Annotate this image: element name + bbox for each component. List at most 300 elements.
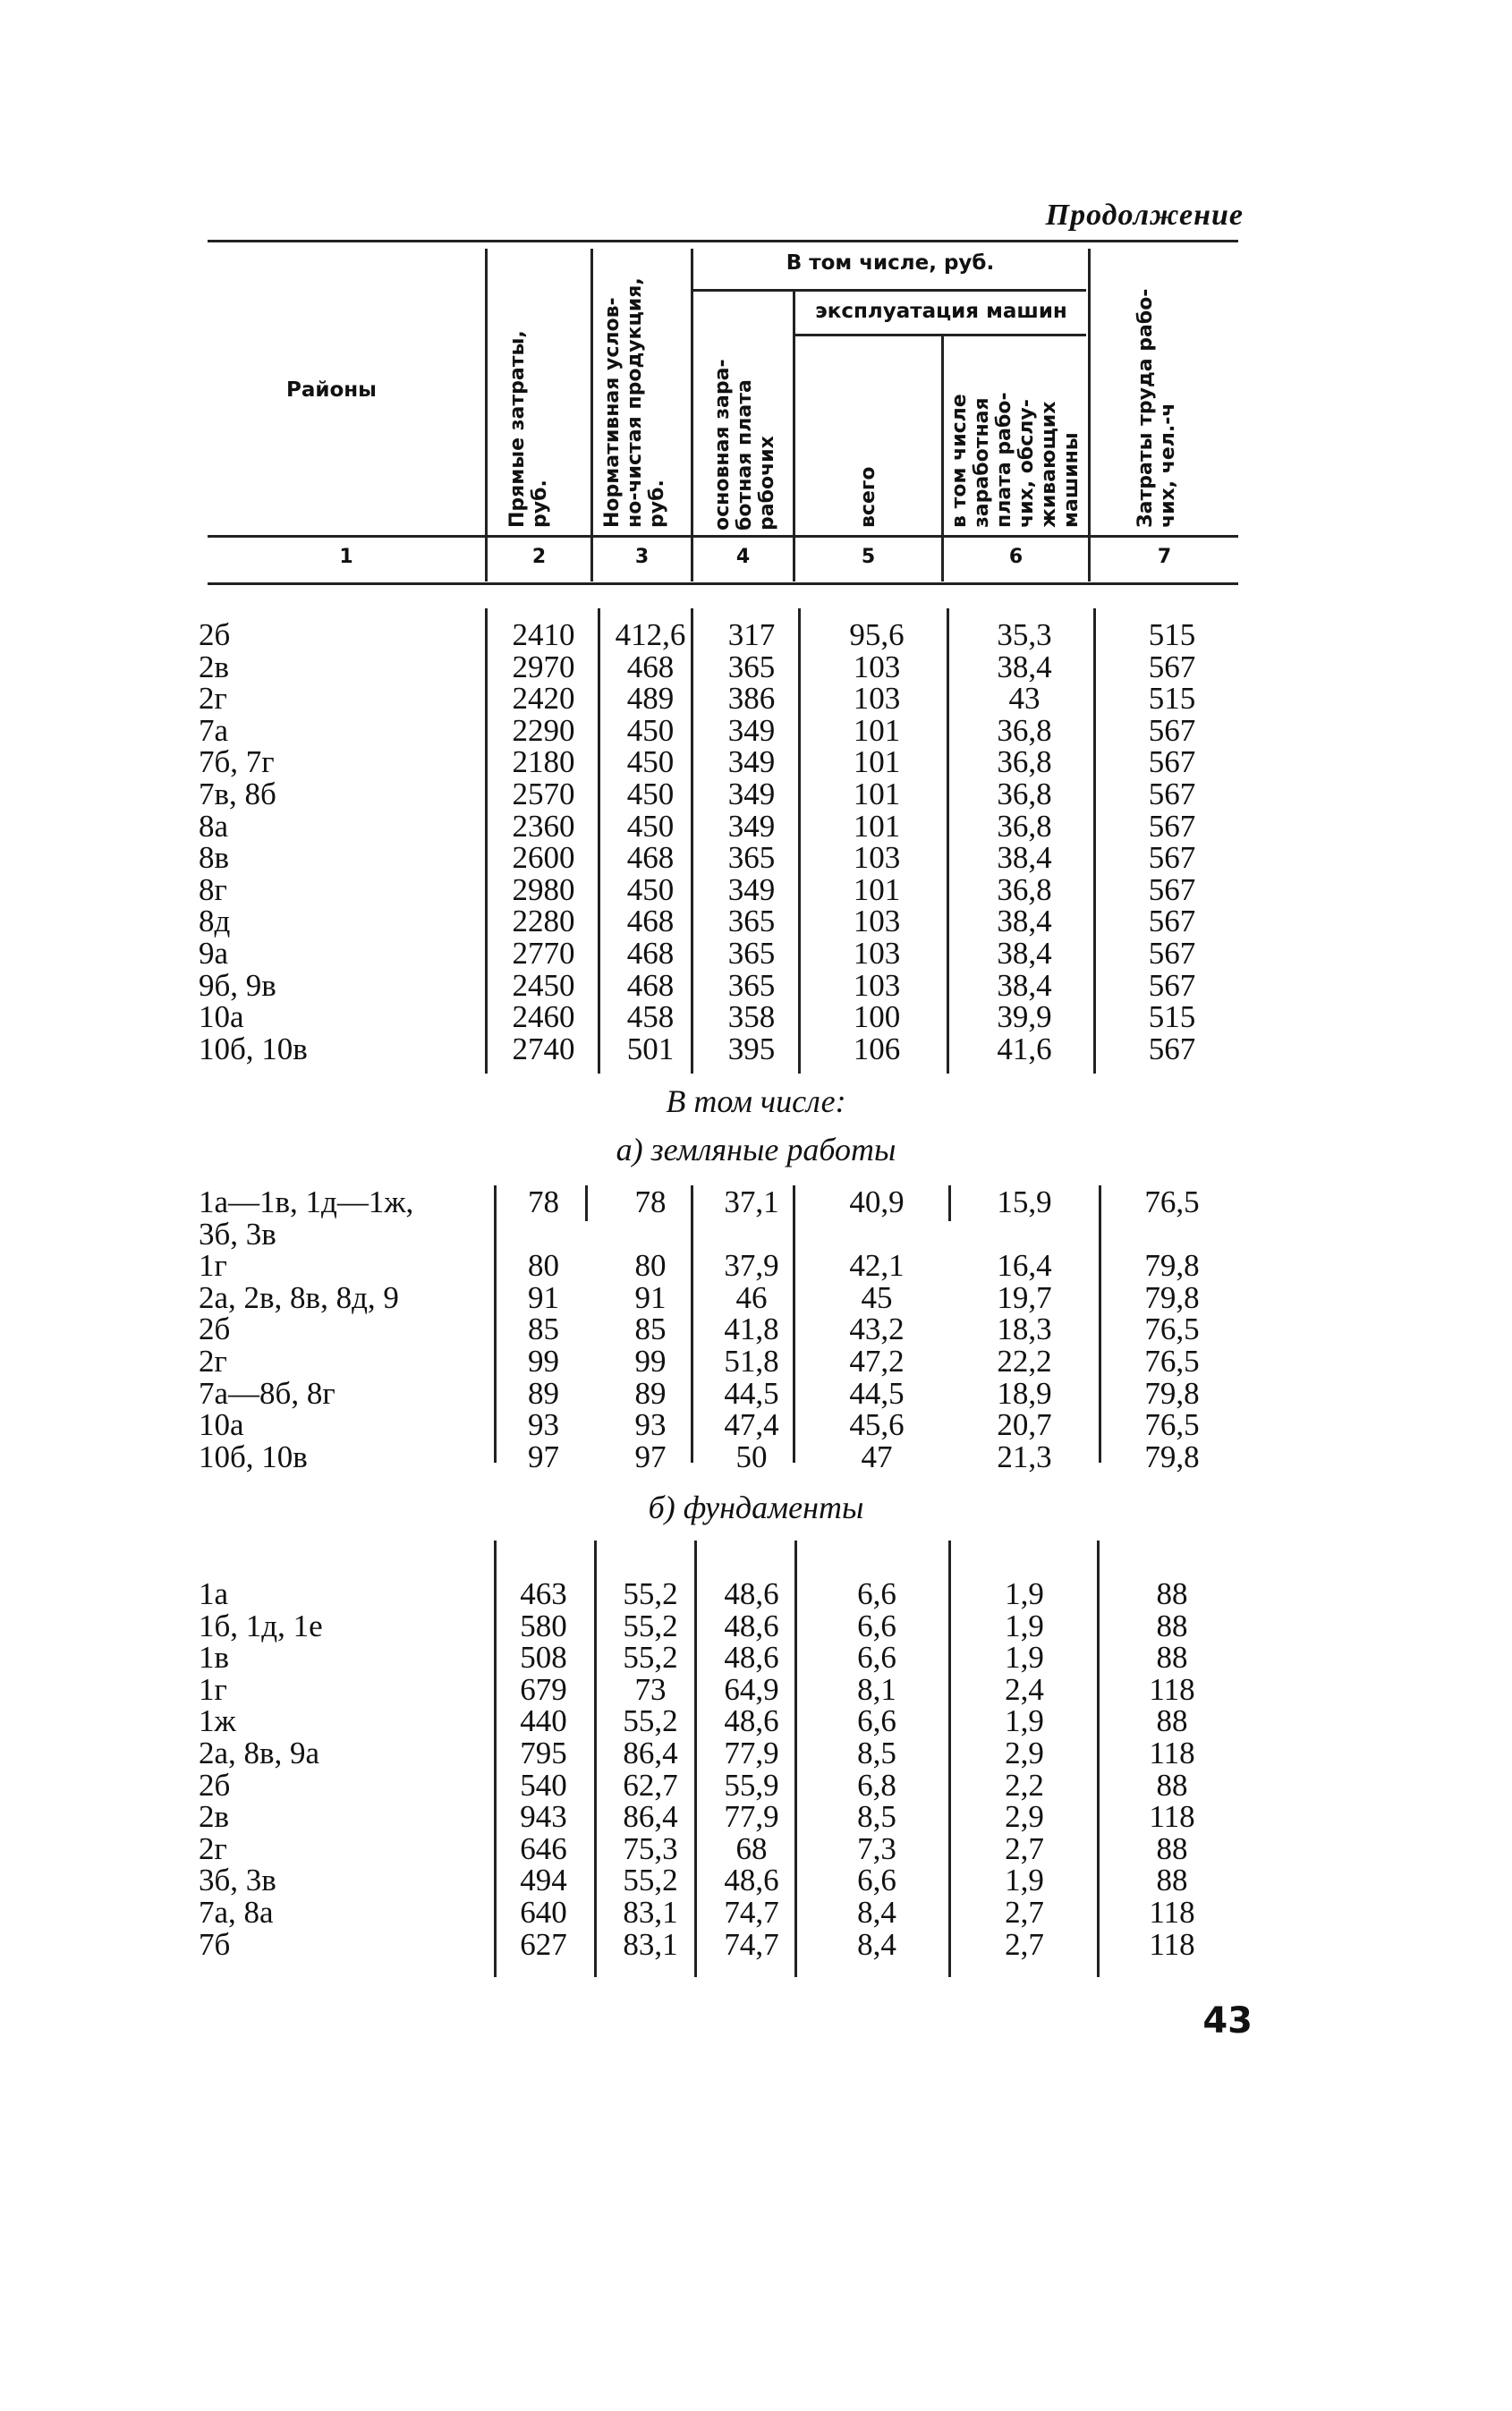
value-cell: 8,4 bbox=[857, 1895, 896, 1930]
value-cell: 76,5 bbox=[1144, 1184, 1200, 1219]
region-cell: 1а bbox=[199, 1576, 229, 1611]
value-cell: 36,8 bbox=[997, 871, 1052, 907]
value-cell: 508 bbox=[520, 1640, 567, 1676]
region-cell: 1ж bbox=[199, 1703, 236, 1739]
region-cell: 7б, 7г bbox=[199, 744, 275, 780]
value-cell: 515 bbox=[1148, 681, 1196, 717]
value-cell: 2450 bbox=[512, 967, 575, 1003]
value-cell: 450 bbox=[626, 712, 675, 748]
table-row bbox=[0, 712, 1512, 748]
value-cell: 48,6 bbox=[724, 1640, 779, 1676]
value-cell: 48,6 bbox=[724, 1576, 779, 1611]
value-cell: 101 bbox=[853, 871, 901, 907]
table-row bbox=[0, 905, 1512, 938]
value-cell: 46 bbox=[735, 1279, 768, 1315]
region-cell: 8а bbox=[199, 808, 229, 844]
value-cell: 501 bbox=[626, 1031, 675, 1066]
value-cell: 349 bbox=[727, 808, 776, 844]
value-cell: 47,4 bbox=[724, 1407, 779, 1443]
value-cell: 349 bbox=[727, 777, 776, 811]
value-cell: 458 bbox=[626, 999, 675, 1035]
value-cell: 89 bbox=[634, 1375, 667, 1411]
table-row bbox=[0, 1801, 1512, 1833]
value-cell: 8,1 bbox=[857, 1671, 896, 1707]
table-row bbox=[0, 1375, 1512, 1411]
value-cell: 386 bbox=[727, 681, 776, 717]
value-cell: 83,1 bbox=[623, 1926, 678, 1962]
value-cell: 118 bbox=[1149, 1671, 1195, 1707]
section-b-title: б) фундаменты bbox=[648, 1490, 864, 1525]
value-cell: 38,4 bbox=[997, 967, 1052, 1003]
value-cell: 55,2 bbox=[623, 1640, 678, 1676]
value-cell: 50 bbox=[735, 1439, 768, 1474]
table-row bbox=[0, 1346, 1512, 1378]
value-cell: 2570 bbox=[512, 777, 575, 811]
table-row bbox=[0, 967, 1512, 1003]
value-cell: 2,7 bbox=[1005, 1895, 1044, 1930]
value-cell: 76,5 bbox=[1144, 1344, 1200, 1379]
header-vline bbox=[590, 249, 593, 582]
table-row bbox=[0, 1897, 1512, 1929]
value-cell: 88 bbox=[1156, 1576, 1188, 1611]
table-row bbox=[0, 1250, 1512, 1282]
value-cell: 35,3 bbox=[997, 617, 1052, 652]
value-cell: 2,7 bbox=[1005, 1926, 1044, 1962]
value-cell: 540 bbox=[520, 1767, 567, 1803]
value-cell: 2600 bbox=[512, 840, 575, 876]
section-a-title: а) земляные работы bbox=[616, 1132, 896, 1167]
value-cell: 20,7 bbox=[997, 1407, 1052, 1443]
header-labor-costs: Затраты труда рабо- чих, чел.-ч bbox=[1134, 288, 1179, 528]
value-cell: 85 bbox=[634, 1312, 667, 1347]
value-cell: 567 bbox=[1148, 712, 1196, 748]
value-cell: 6,8 bbox=[857, 1767, 896, 1803]
value-cell: 80 bbox=[528, 1248, 559, 1284]
value-cell: 91 bbox=[634, 1279, 667, 1315]
value-cell: 6,6 bbox=[857, 1608, 896, 1643]
machine-rule bbox=[793, 334, 1086, 336]
value-cell: 43 bbox=[1008, 681, 1041, 717]
value-cell: 100 bbox=[853, 999, 901, 1035]
table-row bbox=[0, 778, 1512, 811]
value-cell: 95,6 bbox=[849, 617, 905, 652]
value-cell: 679 bbox=[520, 1671, 567, 1707]
region-cell: 2а, 2в, 8в, 8д, 9 bbox=[199, 1279, 399, 1315]
value-cell: 646 bbox=[520, 1830, 567, 1866]
value-cell: 101 bbox=[853, 808, 901, 844]
region-cell: 2б bbox=[199, 1312, 231, 1347]
value-cell: 567 bbox=[1148, 904, 1196, 939]
value-cell: 45,6 bbox=[849, 1407, 905, 1443]
value-cell: 515 bbox=[1148, 999, 1196, 1035]
header-direct-costs: Прямые затраты, руб. bbox=[506, 330, 551, 528]
region-cell: 2г bbox=[199, 1830, 227, 1866]
value-cell: 36,8 bbox=[997, 712, 1052, 748]
table-row bbox=[0, 651, 1512, 683]
value-cell: 6,6 bbox=[857, 1703, 896, 1739]
value-cell: 567 bbox=[1148, 744, 1196, 780]
value-cell: 943 bbox=[520, 1799, 567, 1835]
value-cell: 103 bbox=[853, 681, 901, 717]
region-cell: 8в bbox=[199, 840, 230, 876]
value-cell: 47 bbox=[861, 1439, 893, 1474]
value-cell: 79,8 bbox=[1144, 1279, 1200, 1315]
value-cell: 6,6 bbox=[857, 1576, 896, 1611]
table-row bbox=[0, 1313, 1512, 1346]
table-row bbox=[0, 1001, 1512, 1033]
header-including: В том числе, руб. bbox=[786, 251, 995, 275]
value-cell: 51,8 bbox=[724, 1344, 779, 1379]
value-cell: 8,4 bbox=[857, 1926, 896, 1962]
table-row bbox=[0, 1767, 1512, 1803]
value-cell: 2980 bbox=[512, 871, 575, 907]
value-cell: 567 bbox=[1148, 649, 1196, 684]
header-regions: Районы bbox=[286, 378, 377, 402]
value-cell: 64,9 bbox=[724, 1671, 779, 1707]
value-cell: 103 bbox=[853, 936, 901, 971]
value-cell: 365 bbox=[727, 936, 776, 971]
value-cell: 515 bbox=[1148, 617, 1196, 652]
value-cell: 8,5 bbox=[857, 1736, 896, 1770]
table-row bbox=[0, 1441, 1512, 1473]
value-cell: 62,7 bbox=[623, 1767, 678, 1803]
table-row bbox=[0, 1578, 1512, 1610]
value-cell: 38,4 bbox=[997, 840, 1052, 876]
value-cell: 86,4 bbox=[623, 1799, 678, 1835]
value-cell: 79,8 bbox=[1144, 1439, 1200, 1474]
value-cell: 450 bbox=[626, 744, 675, 780]
table-row bbox=[0, 871, 1512, 907]
colnum-bottom-rule bbox=[208, 582, 1238, 585]
table-row bbox=[0, 1705, 1512, 1737]
value-cell: 567 bbox=[1148, 840, 1196, 876]
value-cell: 74,7 bbox=[724, 1895, 779, 1930]
value-cell: 39,9 bbox=[997, 999, 1052, 1035]
value-cell: 795 bbox=[520, 1736, 567, 1770]
header-vline bbox=[691, 249, 693, 582]
header-vline bbox=[1088, 249, 1091, 582]
region-cell: 2б bbox=[199, 617, 231, 652]
value-cell: 2460 bbox=[512, 999, 575, 1035]
region-cell: 2г bbox=[199, 681, 227, 717]
value-cell: 83,1 bbox=[623, 1895, 678, 1930]
value-cell: 42,1 bbox=[849, 1248, 905, 1284]
value-cell: 2360 bbox=[512, 808, 575, 844]
value-cell: 494 bbox=[520, 1863, 567, 1898]
value-cell: 463 bbox=[520, 1576, 567, 1611]
value-cell: 101 bbox=[853, 777, 901, 811]
value-cell: 93 bbox=[528, 1407, 559, 1443]
value-cell: 88 bbox=[1156, 1703, 1188, 1739]
header-incl-wage: в том числе заработная плата рабо- чих, обслу- живающих машины bbox=[948, 392, 1083, 528]
colnum: 5 bbox=[861, 546, 876, 568]
value-cell: 440 bbox=[520, 1703, 567, 1739]
value-cell: 349 bbox=[727, 744, 776, 780]
value-cell: 79,8 bbox=[1144, 1375, 1200, 1411]
continuation-label: Продолжение bbox=[1045, 199, 1244, 232]
value-cell: 450 bbox=[626, 808, 675, 844]
table-row bbox=[0, 746, 1512, 778]
value-cell: 489 bbox=[626, 681, 675, 717]
table-row bbox=[0, 1642, 1512, 1674]
region-cell: 7а, 8а bbox=[199, 1895, 274, 1930]
including-rule bbox=[692, 289, 1086, 292]
value-cell: 68 bbox=[735, 1830, 768, 1866]
region-cell: 9а bbox=[199, 936, 229, 971]
value-cell: 19,7 bbox=[997, 1279, 1052, 1315]
region-cell: 10б, 10в bbox=[199, 1439, 308, 1474]
value-cell: 41,6 bbox=[997, 1031, 1052, 1066]
value-cell: 7,3 bbox=[857, 1830, 896, 1866]
value-cell: 93 bbox=[634, 1407, 667, 1443]
value-cell: 101 bbox=[853, 744, 901, 780]
value-cell: 55,2 bbox=[623, 1608, 678, 1643]
region-cell: 10а bbox=[199, 1407, 244, 1443]
value-cell: 44,5 bbox=[849, 1375, 905, 1411]
value-cell: 2,4 bbox=[1005, 1671, 1044, 1707]
region-cell: 2в bbox=[199, 649, 230, 684]
value-cell: 118 bbox=[1149, 1895, 1195, 1930]
table-row bbox=[0, 842, 1512, 874]
value-cell: 1,9 bbox=[1005, 1576, 1044, 1611]
value-cell: 73 bbox=[634, 1671, 667, 1707]
colnum: 1 bbox=[339, 546, 353, 568]
value-cell: 79,8 bbox=[1144, 1248, 1200, 1284]
value-cell: 2970 bbox=[512, 649, 575, 684]
value-cell: 78 bbox=[528, 1184, 559, 1219]
value-cell: 567 bbox=[1148, 777, 1196, 811]
table-row bbox=[0, 1737, 1512, 1770]
value-cell: 358 bbox=[727, 999, 776, 1035]
page-number: 43 bbox=[1202, 2000, 1253, 2042]
region-cell: 7б bbox=[199, 1926, 231, 1962]
table-row bbox=[0, 1409, 1512, 1441]
value-cell: 55,9 bbox=[724, 1767, 779, 1803]
region-cell: 7а bbox=[199, 712, 229, 748]
value-cell: 91 bbox=[528, 1279, 559, 1315]
value-cell: 2180 bbox=[512, 744, 575, 780]
value-cell: 8,5 bbox=[857, 1799, 896, 1835]
region-cell: 8д bbox=[199, 904, 231, 939]
value-cell: 2420 bbox=[512, 681, 575, 717]
value-cell: 99 bbox=[634, 1344, 667, 1379]
value-cell: 40,9 bbox=[849, 1184, 905, 1219]
table-row bbox=[0, 1671, 1512, 1707]
value-cell: 450 bbox=[626, 871, 675, 907]
region-cell: 2г bbox=[199, 1344, 227, 1379]
value-cell: 22,2 bbox=[997, 1344, 1052, 1379]
value-cell: 36,8 bbox=[997, 808, 1052, 844]
value-cell: 6,6 bbox=[857, 1640, 896, 1676]
value-cell: 18,3 bbox=[997, 1312, 1052, 1347]
colnum: 2 bbox=[531, 546, 547, 568]
region-cell: 3б, 3в bbox=[199, 1216, 276, 1252]
value-cell: 349 bbox=[727, 871, 776, 907]
value-cell: 15,9 bbox=[997, 1184, 1052, 1219]
value-cell: 76,5 bbox=[1144, 1312, 1200, 1347]
value-cell: 2290 bbox=[512, 712, 575, 748]
header-bottom-rule bbox=[208, 535, 1238, 538]
region-cell: 1в bbox=[199, 1640, 230, 1676]
value-cell: 103 bbox=[853, 967, 901, 1003]
value-cell: 55,2 bbox=[623, 1863, 678, 1898]
value-cell: 468 bbox=[626, 967, 675, 1003]
region-cell: 10а bbox=[199, 999, 244, 1035]
value-cell: 103 bbox=[853, 649, 901, 684]
region-cell: 2в bbox=[199, 1799, 230, 1835]
value-cell: 97 bbox=[528, 1439, 559, 1474]
value-cell: 1,9 bbox=[1005, 1640, 1044, 1676]
value-cell: 1,9 bbox=[1005, 1608, 1044, 1643]
region-cell: 9б, 9в bbox=[199, 967, 276, 1003]
region-cell: 2а, 8в, 9а bbox=[199, 1736, 320, 1770]
value-cell: 43,2 bbox=[849, 1312, 905, 1347]
value-cell: 2,7 bbox=[1005, 1830, 1044, 1866]
value-cell: 88 bbox=[1156, 1640, 1188, 1676]
value-cell: 2770 bbox=[512, 936, 575, 971]
colnum: 7 bbox=[1157, 546, 1172, 568]
value-cell: 37,9 bbox=[724, 1248, 779, 1284]
colnum: 3 bbox=[634, 546, 650, 568]
value-cell: 38,4 bbox=[997, 936, 1052, 971]
value-cell: 468 bbox=[626, 936, 675, 971]
value-cell: 567 bbox=[1148, 808, 1196, 844]
value-cell: 44,5 bbox=[724, 1375, 779, 1411]
value-cell: 468 bbox=[626, 840, 675, 876]
value-cell: 1,9 bbox=[1005, 1703, 1044, 1739]
value-cell: 36,8 bbox=[997, 777, 1052, 811]
value-cell: 365 bbox=[727, 649, 776, 684]
header-total: всего bbox=[857, 466, 879, 528]
value-cell: 365 bbox=[727, 904, 776, 939]
value-cell: 77,9 bbox=[724, 1736, 779, 1770]
value-cell: 21,3 bbox=[997, 1439, 1052, 1474]
value-cell: 627 bbox=[520, 1926, 567, 1962]
value-cell: 106 bbox=[853, 1031, 901, 1066]
value-cell: 2,9 bbox=[1005, 1799, 1044, 1835]
value-cell: 567 bbox=[1148, 936, 1196, 971]
value-cell: 89 bbox=[528, 1375, 559, 1411]
colnum: 6 bbox=[1008, 546, 1024, 568]
value-cell: 47,2 bbox=[849, 1344, 905, 1379]
value-cell: 37,1 bbox=[724, 1184, 779, 1219]
value-cell: 412,6 bbox=[615, 617, 686, 652]
value-cell: 48,6 bbox=[724, 1863, 779, 1898]
header-vline bbox=[485, 249, 488, 582]
value-cell: 38,4 bbox=[997, 649, 1052, 684]
region-cell: 1а—1в, 1д—1ж, bbox=[199, 1184, 414, 1219]
header-vline bbox=[793, 289, 795, 582]
value-cell: 580 bbox=[520, 1608, 567, 1643]
value-cell: 468 bbox=[626, 649, 675, 684]
value-cell: 450 bbox=[626, 777, 675, 811]
value-cell: 468 bbox=[626, 904, 675, 939]
table-row bbox=[0, 1864, 1512, 1897]
header-machine-operation: эксплуатация машин bbox=[815, 300, 1067, 323]
value-cell: 395 bbox=[727, 1031, 776, 1066]
value-cell: 41,8 bbox=[724, 1312, 779, 1347]
table-top-rule bbox=[208, 240, 1238, 242]
value-cell: 2740 bbox=[512, 1031, 575, 1066]
table-row bbox=[0, 938, 1512, 970]
value-cell: 6,6 bbox=[857, 1863, 896, 1898]
value-cell: 567 bbox=[1148, 871, 1196, 907]
region-cell: 7в, 8б bbox=[199, 777, 276, 811]
table-row bbox=[0, 808, 1512, 844]
region-cell: 1б, 1д, 1е bbox=[199, 1608, 323, 1643]
value-cell: 48,6 bbox=[724, 1703, 779, 1739]
value-cell: 118 bbox=[1149, 1799, 1195, 1835]
value-cell: 78 bbox=[634, 1184, 667, 1219]
value-cell: 99 bbox=[528, 1344, 559, 1379]
table-row bbox=[0, 1610, 1512, 1643]
value-cell: 567 bbox=[1148, 967, 1196, 1003]
region-cell: 2б bbox=[199, 1767, 231, 1803]
value-cell: 38,4 bbox=[997, 904, 1052, 939]
colnum: 4 bbox=[735, 546, 751, 568]
value-cell: 103 bbox=[853, 904, 901, 939]
value-cell: 97 bbox=[634, 1439, 667, 1474]
value-cell: 36,8 bbox=[997, 744, 1052, 780]
value-cell: 45 bbox=[861, 1279, 893, 1315]
value-cell: 55,2 bbox=[623, 1576, 678, 1611]
table-row bbox=[0, 1186, 1512, 1218]
table-row bbox=[0, 619, 1512, 651]
value-cell: 77,9 bbox=[724, 1799, 779, 1835]
region-cell: 1г bbox=[199, 1671, 227, 1707]
table-row bbox=[0, 1926, 1512, 1962]
value-cell: 118 bbox=[1149, 1926, 1195, 1962]
value-cell: 103 bbox=[853, 840, 901, 876]
value-cell: 118 bbox=[1149, 1736, 1195, 1770]
value-cell: 349 bbox=[727, 712, 776, 748]
table-row bbox=[0, 683, 1512, 715]
header-vline bbox=[941, 334, 944, 582]
table-row bbox=[0, 1218, 1512, 1251]
region-cell: 1г bbox=[199, 1248, 227, 1284]
value-cell: 365 bbox=[727, 840, 776, 876]
value-cell: 2,2 bbox=[1005, 1767, 1044, 1803]
value-cell: 88 bbox=[1156, 1863, 1188, 1898]
region-cell: 3б, 3в bbox=[199, 1863, 276, 1898]
value-cell: 2410 bbox=[512, 617, 575, 652]
header-normative-output: Нормативная услов- но-чистая продукция, руб. bbox=[601, 277, 668, 528]
value-cell: 75,3 bbox=[623, 1830, 678, 1866]
value-cell: 317 bbox=[727, 617, 776, 652]
value-cell: 2280 bbox=[512, 904, 575, 939]
value-cell: 365 bbox=[727, 967, 776, 1003]
region-cell: 10б, 10в bbox=[199, 1031, 308, 1066]
value-cell: 80 bbox=[634, 1248, 667, 1284]
value-cell: 640 bbox=[520, 1895, 567, 1930]
value-cell: 1,9 bbox=[1005, 1863, 1044, 1898]
including-label: В том числе: bbox=[666, 1083, 846, 1119]
value-cell: 74,7 bbox=[724, 1926, 779, 1962]
table-row bbox=[0, 1279, 1512, 1315]
value-cell: 76,5 bbox=[1144, 1407, 1200, 1443]
value-cell: 18,9 bbox=[997, 1375, 1052, 1411]
value-cell: 567 bbox=[1148, 1031, 1196, 1066]
value-cell: 88 bbox=[1156, 1767, 1188, 1803]
value-cell: 2,9 bbox=[1005, 1736, 1044, 1770]
region-cell: 7а—8б, 8г bbox=[199, 1375, 336, 1411]
value-cell: 88 bbox=[1156, 1608, 1188, 1643]
value-cell: 48,6 bbox=[724, 1608, 779, 1643]
value-cell: 55,2 bbox=[623, 1703, 678, 1739]
value-cell: 86,4 bbox=[623, 1736, 678, 1770]
table-row bbox=[0, 1033, 1512, 1065]
value-cell: 101 bbox=[853, 712, 901, 748]
